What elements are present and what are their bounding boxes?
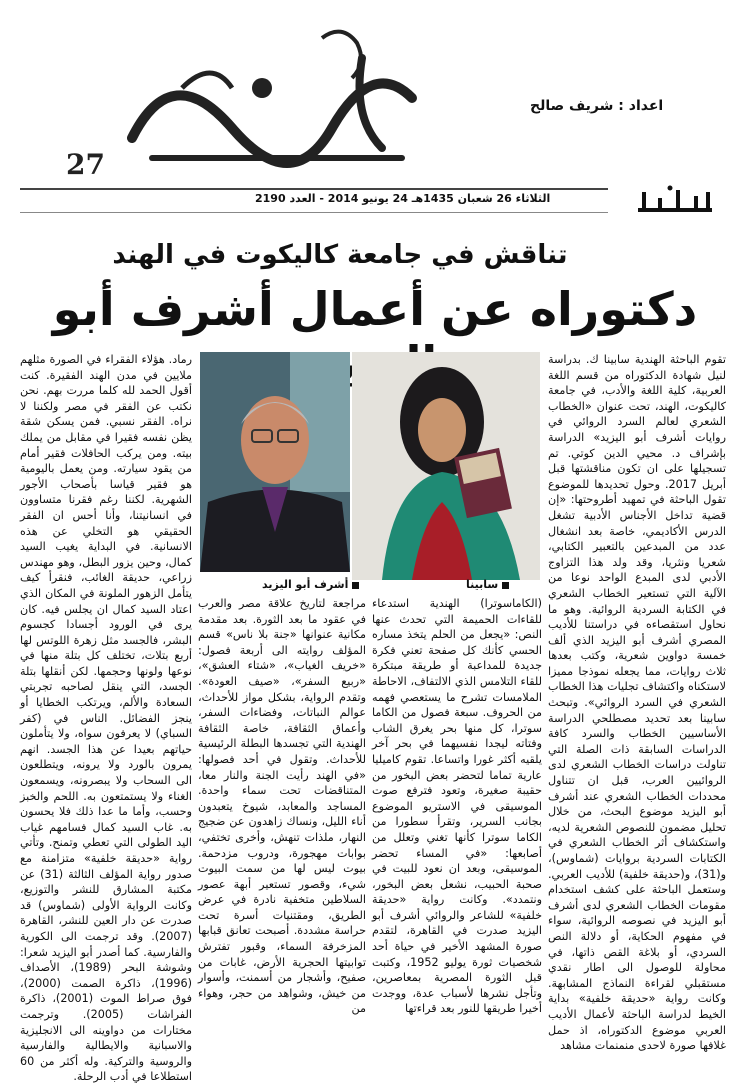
article-column-3: مراجعة لتاريخ علاقة مصر والعرب في عقود ما بعد الثورة. بعد مقدمة مكانية عنوانها «جنة بلا ناس» قسم المؤلف روايته الى أربعة فصول: «خريف الغياب»، «شتاء العشق»، «ربيع السفر»، «صيف العودة». وتقدم الرواية، بشكل مواز للأحداث، عوالم النباتات، وفضاءات السفر، وأعماق الثقافة، خاصة الثقافة الهندية التي تجسدها البطلة الرئيسية للأحداث. وتقول في أحد فصولها: «في الهند رأيت الجنة والنار معا، المتناقضات تحت سماء واحدة. المساجد والمعابد، شيوخ يتعبدون أناء الليل، ونساك زاهدون عن ضجيج النهار، ملذات تنهش، وأخرى تختفي، بوابات مهجورة، ودروب مزدحمة. بيوت ليس لها من سمت البيوت شيء، وقصور تستعير أبهة عصور السلاطين متخفية نادرة في عرض الطريق، ومقتنيات أسرة تحت حراسة مشددة. أصبحت تعانق قبابها المزخرفة السماء، وقبور تفترش توابيتها الحجرية الأرض، غابات من صفيح، وأشجار من أسمنت، وأسوار من خيش، وشواهد من حجر، وهواء من: [198, 597, 366, 1016]
caption-sabina: [466, 578, 509, 591]
masthead-rule: [20, 188, 608, 190]
photo-sabina-image: [352, 352, 540, 580]
article-headline: دكتوراه عن أعمال أشرف أبو: [52, 282, 698, 336]
author-credit: اعداد : شريف صالح: [530, 98, 664, 114]
photo-ashraf: [200, 352, 350, 572]
article-column-2: (الكاماسوترا) الهندية استدعاء للقاءات الحميمة التي تحدث عنها النص: «يجعل من الحلم يتخذ مساره الحسي كأنك كل صفحة تعني فكرة جديدة للمداعبة أو طريقة مبتكرة للقاء التلامس الذي الالتفاف، الاحاطة الملامسات تشرح ما يستعصي فهمه من الحروف. سبعة فصول من الكاما سوترا، كل منها بحر يغرق الشاب وفتاته ليجدا نفسيهما في بحر آخر يلقيه أكثر غورا واتساعا. تقوم كاميليا عارية تماما لتحضر بعض البخور من حقيبة صغيرة، وتعود فترفع صوت الموسيقى في الاستريو الموضوع بجانب السرير، وتقرأ سطورا من الكاما سوترا كأنها تغني وتعلل من أصابعها: «في المساء تحضر الموسيقى، وبعد ان نعود للبيت في صحبة الحبيب، نشعل بعض البخور، ونتمدد». وكانت رواية «حديقة خلفية» للشاعر والروائي أشرف أبو اليزيد صدرت في القاهرة، لتقدم صورة المشهد الأخير في حياة أحد شخصيات ثورة يوليو 1952، وكتبت قبل الثورة المصرية بمعاصرين، وتأجل نشرها لأسباب عدة، ووجدت أخيرا طريقها للنور بعد قراءتها: [372, 597, 542, 1016]
masthead-rule-bottom: [20, 212, 608, 213]
article-column-4: رماد. هؤلاء الفقراء في الصورة مثلهم ملايين في مدن الهند الفقيرة. كنت أقول الحمد لله كلما مررت بهم. نحن نكتب عن الفقر في مصر ولكننا لا نراه. الفقر نسبي. فمن يسكن شقة يظن نفسه فقيرا في مقابل من يملك بيته. ومن يركب الحافلات فقير أمام من يقود سيارته. ومن يعمل باليومية هو فقير قياسا بأصحاب الأجور الشهرية. لكننا رغم فقرنا متساوون في انسانيتنا، وأنا أحس ان الفقر الحقيقي هو التخلي عن هذه الانسانية. في البداية يغيب السيد كمال، وحين يزور البطل، وهو مهندس زراعي، حديقة الغائب، فنقرأ كيف يتأمل الزهور الملونة في المكان الذي اعتاد السيد كمال ان يجلس فيه. كان يرى في الورود أجسادا كجسوم البشر، فالجسد مثل زهرة اللوتس لها أربع بتلات، تختلف كل بتلة منها في نوعها ولونها وحجمها. لكن أنقلها بتلة الجسد، التي ينقل لصاحبه تجربتي السعادة والألم، ويرتكب الخطايا أو ينجز الفضائل. الناس في (كفر السباي) لا يعرفون سواه، ولا يتأملون حياتهم بعيدا عن هذا الجسد. انهم يمرون بالورد ولا يرونه، ويتطلعون الى السحاب ولا يبصرونه، ويسمعون الغناء ولا يستمتعون به. اللحم والخبز وحسب، وأما ما عدا ذلك فلا يحسون به. غاب السيد كمال فسامهم غياب اليد الطولى التي تعطي وتمنح. وتأتي رواية «حديقة خلفية» متزامنة مع صدور رواية المؤلف الثالثة (31) عن مكتبة المشارق للنشر والتوزيع، وكانت الرواية الأولى (شماوس) قد صدرت عن دار العين للنشر، القاهرة (2007). وقد ترجمت الى الكورية والفارسية. كما أصدر أبو اليزيد شعرا: وشوشة البحر (1989)، الأصداف (1996)، ذاكرة الصمت (2000)، فوق صراط الموت (2001)، ذاكرة الفراشات (2005). وترجمت مختارات من دواوينه الى الانجليزية والاسبانية والايطالية والفارسية والروسية والتركية. وله أكثر من 60 استطلاعا في أدب الرحلة.: [20, 353, 193, 1084]
caption-sabina-text: سابينا: [466, 578, 499, 591]
caption-ashraf-text: أشرف أبو اليزيد: [262, 578, 349, 591]
caption-ashraf: [262, 578, 359, 591]
photo-ashraf-image: [200, 352, 350, 572]
dateline: الثلاثاء 26 شعبان 1435هـ 24 يونيو 2014 - العدد 2190: [255, 192, 551, 205]
side-logo: [630, 180, 720, 220]
photo-sabina: [352, 352, 540, 580]
section-logo: [112, 18, 432, 188]
article-subhead: تناقش في جامعة كاليكوت في الهند: [112, 240, 568, 270]
article-column-1: تقوم الباحثة الهندية سابينا ك. بدراسة لنيل شهادة الدكتوراه من قسم اللغة العربية، كلية اللغة والأدب، في جامعة كاليكوت، الهند، تحت عنوان «الخطاب الشعري لعالم السرد الروائي في روايات أشرف أبو اليزيد» الدراسة بإشراف د. محيي الدين كوتي. تم تسجيلها على ان تكون مناقشتها قبل أبريل 2017. وحول تحديدها للموضوع تقول الباحثة في تمهيد أطروحتها: «إن قضية تداخل الأجناس الأدبية تشغل الدرس الأكاديمي، خاصة بعد انشغال عدد من المبدعين بالتعبير الكتابي، شعريا ونثريا، وقد ولد هذا التزاوج الأدبي لدى المبدع الواحد نوعا من الآلية التي تستعير الخطاب الشعري في الكتابة السردية الروائية. وهو ما نحاول استقصاءه في دراستنا للأديب المصري أشرف أبو اليزيد الذي ألف خمسة دواوين شعرية، وكتب بعدها ثلاث روايات، مما يجعله نموذجا مميزا لاستكناه واكتشاف تجليات هذا الخطاب الشعري في السرد الروائي». وتبحث سابينا بعد تحديد مصطلحي الدراسة الأساسيين الخطاب والسرد كافة الدراسات السابقة ذات الصلة التي تناولت دراسات الخطاب الشعري لدى الروائيين العرب، قبل ان تتناول محددات الخطاب الشعري عند أشرف أبو اليزيد موضوع البحث، من خلال تحليل مضمون للنصوص الشعرية لديه، واستكشاف أثر الخطاب الشعري في الكتابات السردية بروايات (شماوس)، و(31)، و(حديقة خلفية) للأديب العربي. وستعمل الباحثة على كشف استخدام مقومات الخطاب الشعري لدى أشرف أبو اليزيد في نصوصه الروائية، سواء في مفهوم الحكاية، أو دلالة النص السردي، أو بلاغة القص ذاتها، في محاولة للوصول الى اطار نقدي مستقبلي لقراءة النماذج المشابهة. وكانت رواية «حديقة خلفية» بداية الخيط لدراسة الباحثة لأعمال الأديب العربي موضوع الدكتوراه، اذ حمل غلافها صورة لاحدى منمنمات مشاهد: [548, 353, 726, 1053]
section-logo-artwork: [112, 18, 432, 188]
page-number: 27: [66, 148, 105, 181]
side-logo-artwork: [630, 180, 720, 220]
